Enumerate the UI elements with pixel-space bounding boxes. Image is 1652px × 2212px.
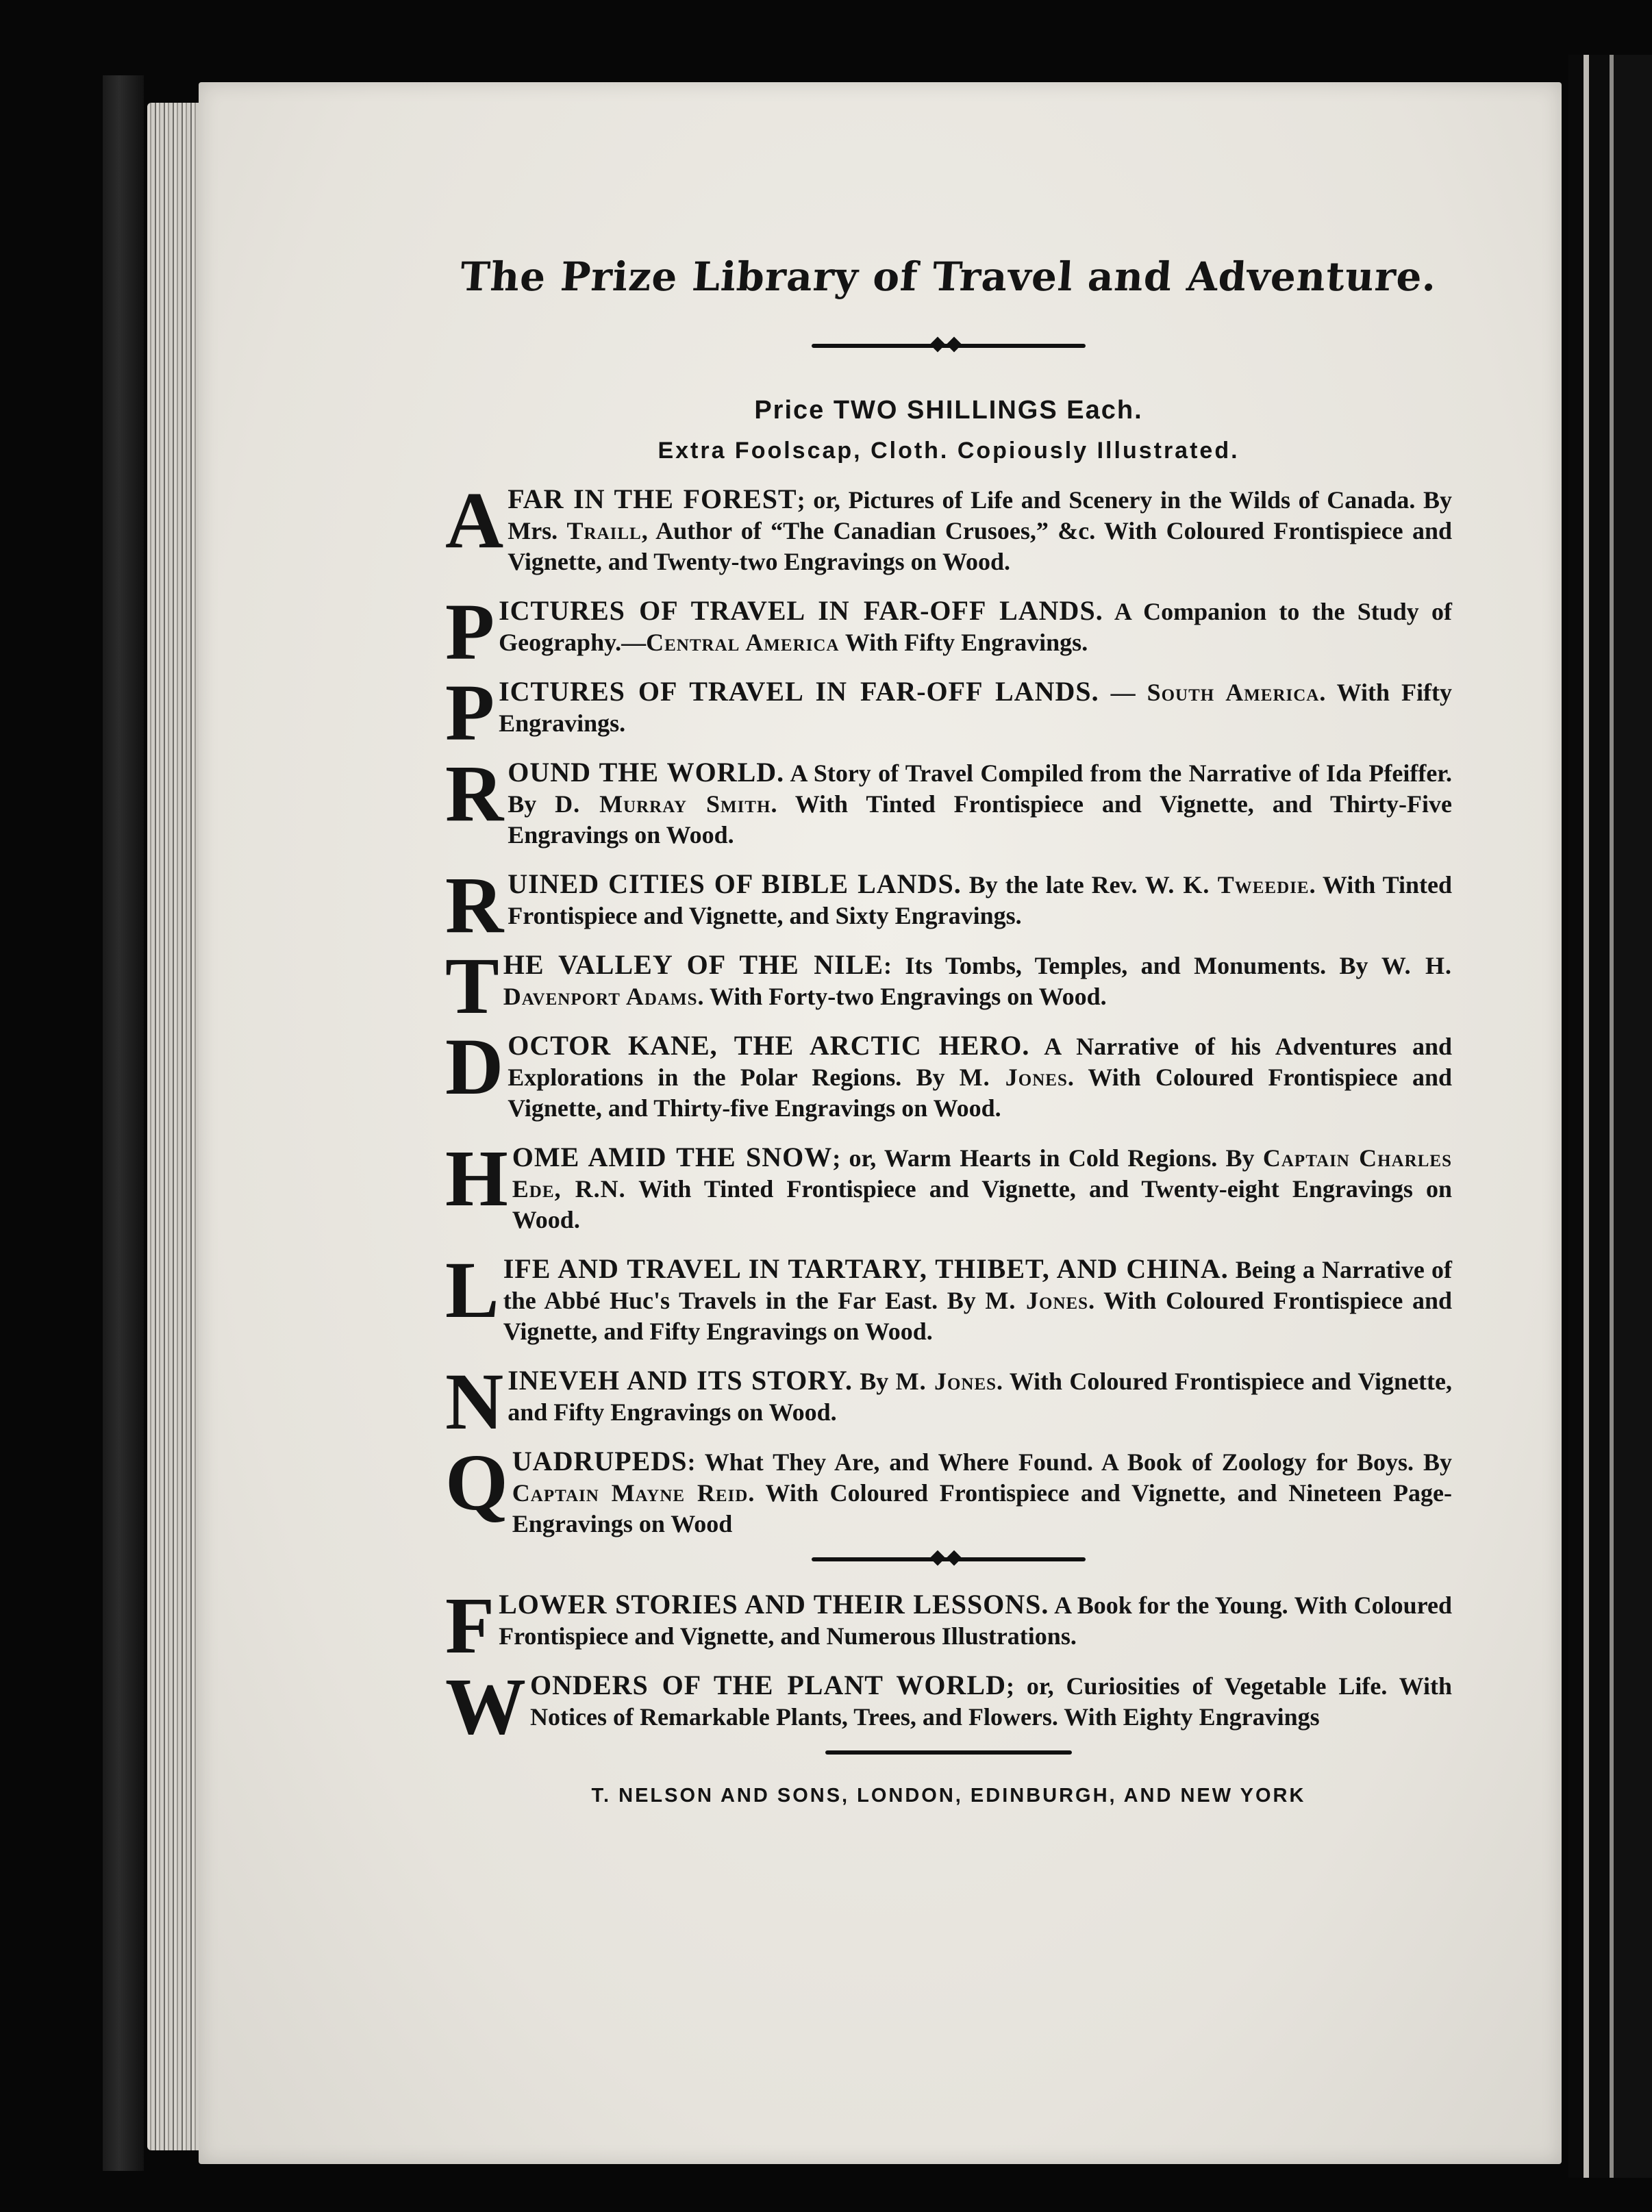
book-description: A Story of Travel Compiled from the Narrative of Ida Pfeiffer. By	[508, 759, 1452, 818]
drop-cap-letter: H	[445, 1133, 508, 1223]
book-details: . With Coloured Frontispiece and Vignette, and Fifty Engravings on Wood.	[503, 1287, 1453, 1345]
drop-cap-letter: R	[445, 749, 504, 838]
book-author: W. K. Tweedie	[1144, 871, 1310, 898]
book-title: ONDERS OF THE PLANT WORLD	[530, 1670, 1006, 1700]
drop-cap-letter: P	[445, 587, 495, 677]
page-title: The Prize Library of Travel and Adventure.	[458, 253, 1439, 300]
book-entry	[445, 475, 1453, 577]
book-details: . With Coloured Frontispiece and Vignette, and Fifty Engravings on Wood.	[508, 1368, 1453, 1426]
book-details: With Tinted Frontispiece and Vignette, and Twenty-eight Engravings on Wood.	[512, 1175, 1452, 1233]
book-title: FAR IN THE FOREST	[508, 483, 797, 514]
book-title: LOWER STORIES AND THEIR LESSONS.	[499, 1589, 1049, 1620]
book-author: Traill	[566, 517, 642, 544]
drop-cap-letter: Q	[445, 1437, 508, 1527]
book-title: OCTOR KANE, THE ARCTIC HERO.	[508, 1030, 1030, 1061]
drop-cap-letter: L	[445, 1245, 499, 1335]
book-author: W. H. Davenport Adams	[503, 952, 1453, 1010]
book-description: By	[852, 1368, 896, 1395]
drop-cap-letter: W	[445, 1661, 526, 1751]
book-title: HE VALLEY OF THE NILE	[503, 949, 884, 980]
book-details: . With Forty-two Engravings on Wood.	[697, 983, 1107, 1010]
book-details: . With Tinted Frontispiece and Vignette, and Thirty-Five Engravings on Wood.	[508, 790, 1452, 849]
page-content	[445, 226, 1452, 1807]
ornamental-rule	[812, 1557, 1086, 1561]
book-entry	[445, 749, 1452, 851]
book-description: : Its Tombs, Temples, and Monuments. By	[884, 952, 1381, 979]
format-line: Extra Foolscap, Cloth. Copiously Illustrated.	[658, 438, 1240, 464]
book-description: A Companion to the Study of Geography.—	[499, 598, 1452, 656]
book-entry	[445, 941, 1453, 1031]
book-title: OME AMID THE SNOW	[512, 1142, 833, 1172]
book-title: UADRUPEDS	[512, 1446, 688, 1476]
book-author: M. Jones	[895, 1368, 997, 1395]
book-details: . With Fifty Engravings.	[499, 679, 1452, 737]
book-entry	[445, 1581, 1453, 1670]
book-entry	[445, 668, 1452, 757]
drop-cap-letter: D	[445, 1022, 504, 1111]
right-page-edge	[1568, 55, 1652, 2178]
book-title: IFE AND TRAVEL IN TARTARY, THIBET, AND CHINA.	[503, 1253, 1229, 1284]
book-entry	[445, 1437, 1452, 1539]
book-author: D. Murray Smith	[555, 790, 771, 818]
ornamental-rule	[812, 344, 1086, 348]
book-entry	[445, 1022, 1452, 1124]
book-description: By the late Rev.	[961, 871, 1145, 898]
drop-cap-letter: R	[445, 860, 504, 950]
price-line: Price TWO SHILLINGS Each.	[754, 396, 1143, 425]
book-details: , Author of “The Canadian Crusoes,” &c. With Coloured Frontispiece and Vignette, and Twenty-two Engravings on Wood.	[508, 517, 1452, 575]
book-entry	[445, 1661, 1453, 1751]
book-author: Captain Charles Ede, R.N.	[512, 1144, 1452, 1203]
drop-cap-letter: N	[445, 1357, 504, 1446]
book-author: Captain Mayne Reid	[512, 1479, 749, 1507]
drop-cap-letter: A	[445, 475, 504, 565]
drop-cap-letter: P	[445, 668, 495, 757]
book-title: ICTURES OF TRAVEL IN FAR-OFF LANDS.	[499, 595, 1103, 626]
ornamental-rule	[825, 1750, 1072, 1755]
book-list-secondary	[445, 1581, 1453, 1751]
book-details: . With Tinted Frontispiece and Vignette, and Sixty Engravings.	[508, 871, 1453, 929]
book-entry	[445, 1245, 1453, 1347]
drop-cap-letter: T	[445, 941, 499, 1031]
book-author: M. Jones	[985, 1287, 1089, 1314]
book-entry	[445, 1133, 1452, 1235]
book-title: OUND THE WORLD.	[508, 757, 785, 788]
book-entry	[445, 587, 1452, 677]
book-details: With Fifty Engravings.	[839, 629, 1088, 656]
book-title: UINED CITIES OF BIBLE LANDS.	[508, 868, 962, 899]
left-dark-edge	[103, 75, 144, 2171]
book-description: Being a Narrative of the Abbé Huc's Travels in the Far East. By	[503, 1256, 1452, 1314]
book-details: . With Coloured Frontispiece and Vignette, and Nineteen Page-Engravings on Wood	[512, 1479, 1452, 1537]
book-author: M. Jones	[959, 1064, 1068, 1091]
book-description: ; or, Pictures of Life and Scenery in the Wilds of Canada. By Mrs.	[508, 486, 1453, 544]
book-description: ; or, Warm Hearts in Cold Regions. By	[832, 1144, 1263, 1172]
drop-cap-letter: F	[445, 1581, 495, 1670]
book-list	[445, 475, 1453, 1539]
book-description: ; or, Curiosities of Vegetable Life. With Notices of Remarkable Plants, Trees, and Flowers. With Eighty Engravings	[530, 1672, 1453, 1731]
book-details: . With Coloured Frontispiece and Vignette, and Thirty-five Engravings on Wood.	[508, 1064, 1452, 1122]
book-title: ICTURES OF TRAVEL IN FAR-OFF LANDS.	[499, 676, 1099, 707]
book-title: INEVEH AND ITS STORY.	[508, 1365, 853, 1396]
book-entry	[445, 1357, 1453, 1446]
book-description: A Narrative of his Adventures and Explorations in the Polar Regions. By	[508, 1033, 1452, 1091]
book-description: —	[1099, 679, 1147, 706]
publisher-imprint: T. NELSON AND SONS, LONDON, EDINBURGH, AND NEW YORK	[591, 1785, 1306, 1807]
book-description: A Book for the Young. With Coloured Frontispiece and Vignette, and Numerous Illustrations.	[499, 1592, 1453, 1650]
book-author: Central America	[646, 629, 840, 656]
book-description: : What They Are, and Where Found. A Book of Zoology for Boys. By	[687, 1448, 1452, 1476]
book-entry	[445, 860, 1453, 950]
book-author: South America	[1147, 679, 1320, 706]
